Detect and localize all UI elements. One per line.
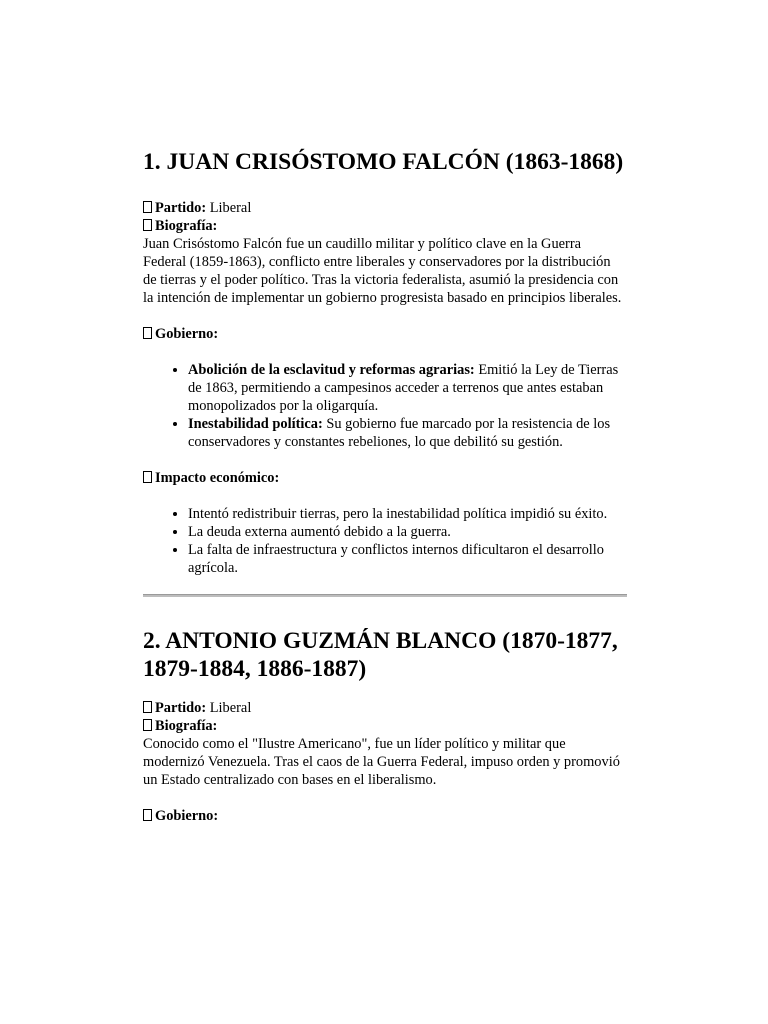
gov-list <box>143 361 627 451</box>
missing-glyph-icon <box>143 201 152 213</box>
bio-line <box>143 217 627 235</box>
party-line <box>143 699 627 717</box>
list-item: • La falta de infraestructura y conflictos internos dificultaron el desarrollo agrícola. <box>188 541 627 577</box>
list-item: • Intentó redistribuir tierras, pero la inestabilidad política impidió su éxito. <box>188 505 627 523</box>
party-label: Partido: <box>155 700 207 716</box>
econ-label: Impacto económico: <box>155 470 280 486</box>
bio-label: Biografía: <box>155 218 218 234</box>
gov-label: Gobierno: <box>155 808 219 824</box>
item-text: Emitió la Ley de Tierras de 1863, permitiendo a campesinos acceder a terrenos que antes estaban monopolizados por la oligarquía. <box>188 362 619 414</box>
gov-label: Gobierno: <box>155 326 219 342</box>
bio-text: Juan Crisóstomo Falcón fue un caudillo militar y político clave en la Guerra Federal (1859-1863), conflicto entre liberales y conservadores por la distribución de tierras y el poder político. Tras la victoria federalista, asumió la presidencia con la intención de implementar un gobierno progresista basado en principios liberales. <box>143 236 622 306</box>
party-line <box>143 199 627 217</box>
section-title: 2. ANTONIO GUZMÁN BLANCO (1870-1877, 1879-1884, 1886-1887) <box>143 628 618 682</box>
missing-glyph-icon <box>143 719 152 731</box>
econ-list <box>143 505 627 577</box>
missing-glyph-icon <box>143 809 152 821</box>
party-label: Partido: <box>155 200 207 216</box>
item-bold: Abolición de la esclavitud y reformas agrarias: <box>188 362 475 378</box>
missing-glyph-icon <box>143 701 152 713</box>
gov-line <box>143 807 627 825</box>
bio-text: Conocido como el "Ilustre Americano", fue un líder político y militar que modernizó Venezuela. Tras el caos de la Guerra Federal, impuso orden y promovió un Estado centralizado con bases en el liberalismo. <box>143 736 620 788</box>
missing-glyph-icon <box>143 327 152 339</box>
section-title: 1. JUAN CRISÓSTOMO FALCÓN (1863-1868) <box>143 149 624 175</box>
econ-line <box>143 469 627 487</box>
item-text: Su gobierno fue marcado por la resistencia de los conservadores y constantes rebeliones, lo que debilitó su gestión. <box>188 416 611 450</box>
list-item <box>188 415 627 451</box>
list-item <box>188 361 627 415</box>
missing-glyph-icon <box>143 219 152 231</box>
bio-line <box>143 717 627 735</box>
party-value: Liberal <box>209 700 252 716</box>
item-bold: Inestabilidad política: <box>188 416 323 432</box>
party-value: Liberal <box>209 200 252 216</box>
missing-glyph-icon <box>143 471 152 483</box>
gov-line <box>143 325 627 343</box>
list-item: • La deuda externa aumentó debido a la guerra. <box>188 523 627 541</box>
bio-label: Biografía: <box>155 718 218 734</box>
document-page <box>143 148 627 825</box>
